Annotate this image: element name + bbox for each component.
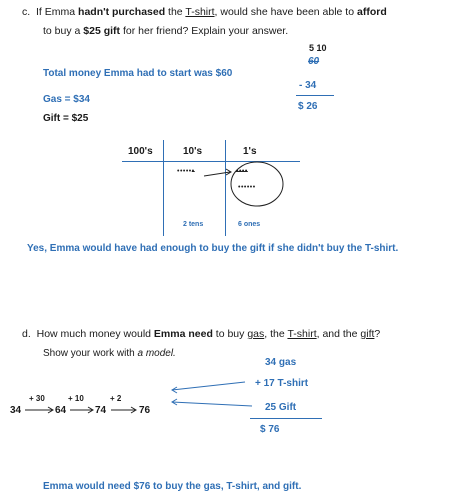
add-gift: 25 Gift (265, 402, 297, 413)
note-gas: Gas = $34 (43, 94, 90, 105)
ones-dots: •••••• (238, 184, 256, 191)
note-gift: Gift = $25 (43, 113, 89, 124)
tens-label: 2 tens (183, 221, 204, 228)
number-64: 64 (55, 405, 67, 416)
question-c-line2: to buy a $25 gift for her friend? Explain your answer. (43, 25, 289, 37)
jump-10: + 10 (68, 394, 84, 403)
add-total: $ 76 (260, 424, 280, 435)
tens-dots: •••••• (177, 168, 195, 175)
addition-line (250, 418, 322, 419)
ones-crossed-dots: •••• (236, 168, 248, 175)
number-76: 76 (139, 405, 151, 416)
add-gas: 34 gas (265, 357, 297, 368)
answer-c: Yes, Emma would have had enough to buy the gift if she didn't buy the T-shirt. (27, 243, 399, 254)
header-ones: 1's (243, 146, 257, 157)
answer-d: Emma would need $76 to buy the gas, T-shirt, and gift. (43, 481, 302, 492)
number-34: 34 (10, 405, 22, 416)
header-hundreds: 100's (128, 146, 153, 157)
subtraction-minus: - 34 (299, 80, 317, 91)
add-tshirt: + 17 T-shirt (255, 378, 309, 389)
subtraction-top: 60 (308, 56, 320, 67)
subtraction-borrow: 5 10 (309, 43, 327, 53)
ones-label: 6 ones (238, 221, 261, 228)
show-work: Show your work with a model. (43, 348, 176, 359)
header-tens: 10's (183, 146, 203, 157)
question-c: c. If Emma hadn't purchased the T-shirt, would she have been able to afford (22, 6, 387, 18)
subtraction-result: $ 26 (298, 101, 318, 112)
jump-2: + 2 (110, 394, 122, 403)
number-74: 74 (95, 405, 107, 416)
question-d: d. How much money would Emma need to buy gas, the T-shirt, and the gift? (22, 328, 381, 340)
note-total-money: Total money Emma had to start was $60 (43, 68, 233, 79)
jump-30: + 30 (29, 394, 45, 403)
